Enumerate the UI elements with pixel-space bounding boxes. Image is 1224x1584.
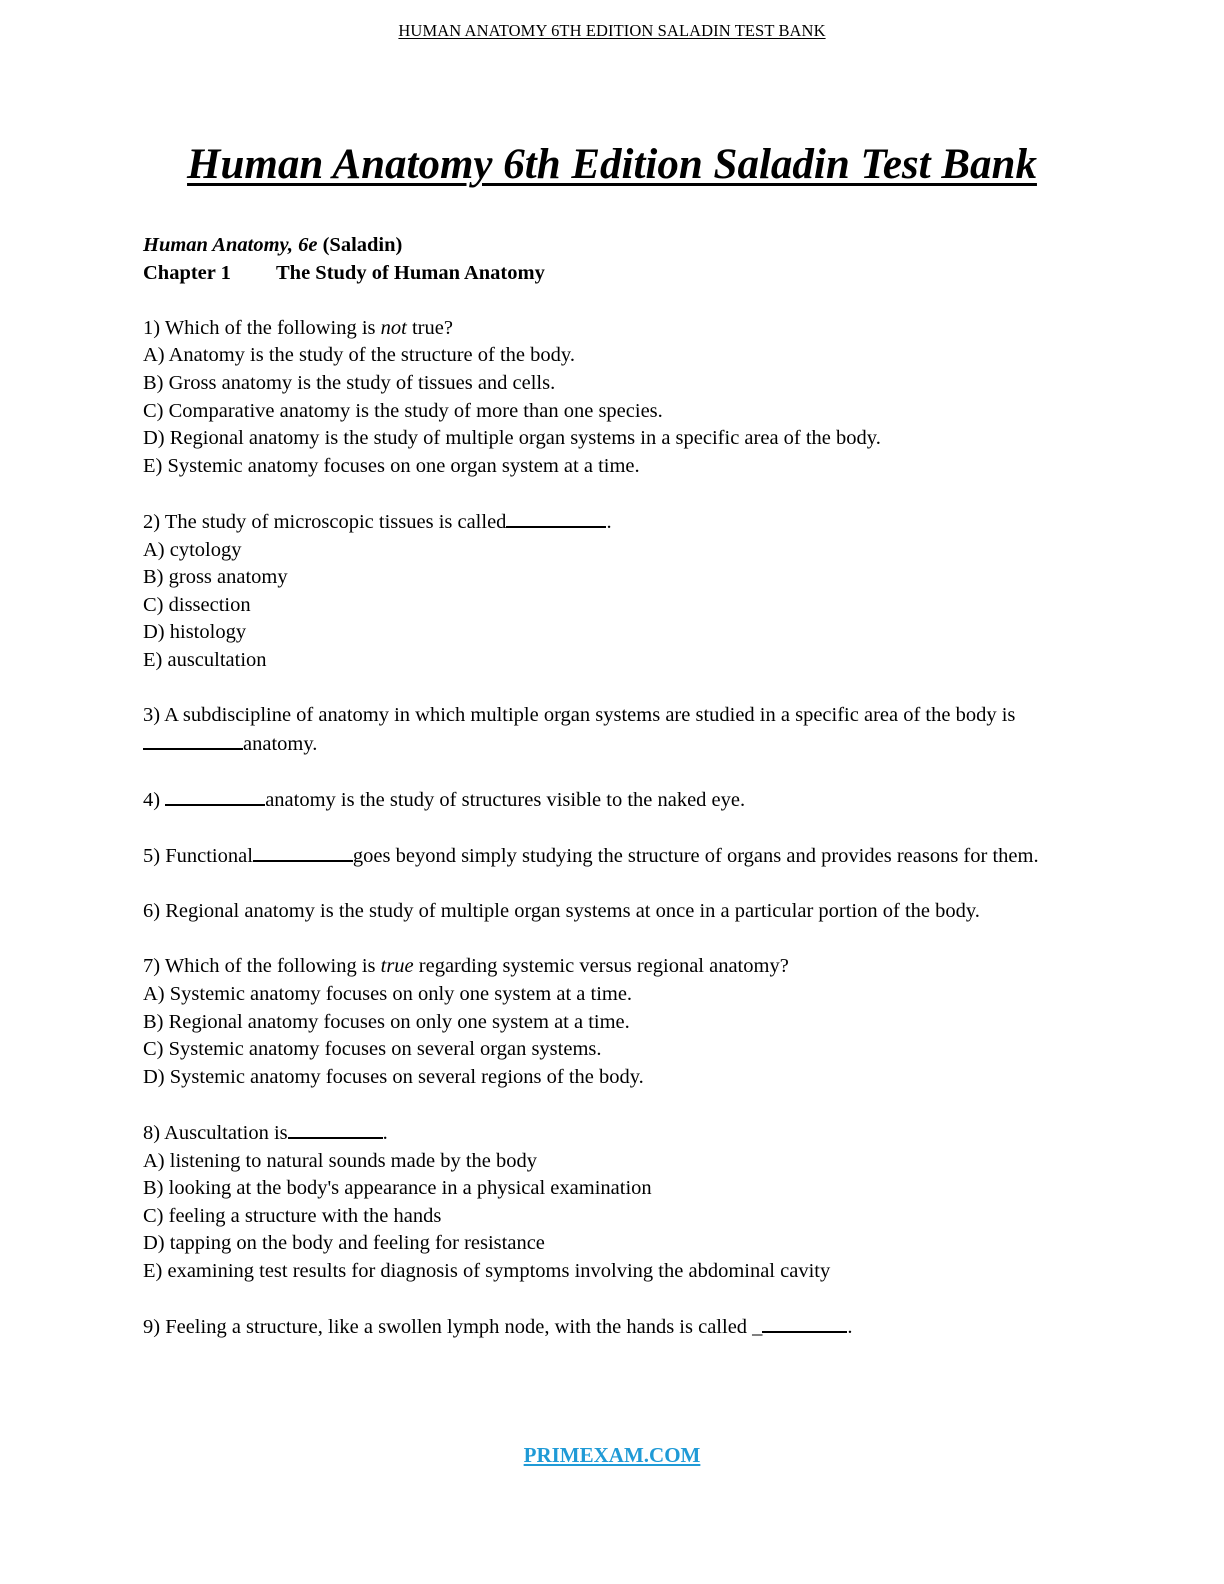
question-5 [143, 842, 1083, 871]
question-2 [143, 508, 1083, 675]
question-stem [143, 315, 1083, 343]
choice-a: A) Systemic anatomy focuses on only one system at a time. [143, 983, 633, 1006]
question-7 [143, 953, 1083, 1091]
choice-e: E) auscultation [143, 648, 267, 671]
stem-text: . [606, 510, 612, 533]
question-stem [143, 786, 1083, 815]
stem-text: . [382, 1122, 388, 1144]
fill-in-blank [288, 1119, 383, 1139]
stem-emphasis: true [380, 955, 414, 978]
choice-a: A) Anatomy is the study of the structure of the body. [143, 344, 575, 367]
fill-in-blank [506, 508, 606, 528]
stem-text: regarding systemic versus regional anatomy? [413, 955, 789, 978]
stem-text: 1) Which of the following is [143, 316, 381, 339]
question-8 [143, 1119, 1083, 1286]
stem-text: 2) The study of microscopic tissues is called [143, 510, 507, 533]
document-title [0, 140, 1224, 189]
stem-text: 4) [143, 788, 166, 811]
choice-a: A) cytology [143, 538, 242, 561]
choice-d: D) tapping on the body and feeling for resistance [143, 1232, 545, 1255]
question-stem [143, 508, 1083, 537]
stem-text: 3) A subdiscipline of anatomy in which multiple organ systems are studied in a specific area of the body is [143, 704, 1016, 727]
book-title: Human Anatomy, 6e [143, 234, 318, 256]
primexam-link[interactable]: PRIMEXAM.COM [523, 1443, 701, 1467]
choice-d: D) histology [143, 621, 247, 644]
footer [0, 1443, 1224, 1468]
stem-text: 8) Auscultation is [143, 1122, 288, 1144]
question-1 [143, 315, 1083, 481]
question-stem [143, 1313, 1083, 1342]
choice-b: B) Regional anatomy focuses on only one system at a time. [143, 1010, 630, 1033]
choice-c: C) Systemic anatomy focuses on several organ systems. [143, 1038, 602, 1061]
choice-a: A) listening to natural sounds made by the body [143, 1149, 537, 1172]
question-6 [143, 898, 1083, 926]
choice-e: E) examining test results for diagnosis of symptoms involving the abdominal cavity [143, 1259, 831, 1282]
choice-b: B) gross anatomy [143, 566, 288, 589]
stem-text: anatomy. [243, 732, 318, 755]
fill-in-blank [165, 786, 265, 806]
document-body [143, 232, 1083, 1342]
book-author: (Saladin) [322, 234, 403, 256]
fill-in-blank [253, 842, 353, 862]
question-9 [143, 1313, 1083, 1342]
choice-e: E) Systemic anatomy focuses on one organ system at a time. [143, 454, 640, 477]
question-4 [143, 786, 1083, 815]
choice-c: C) Comparative anatomy is the study of more than one species. [143, 399, 663, 422]
chapter-name: The Study of Human Anatomy [276, 261, 545, 284]
choice-b: B) looking at the body's appearance in a physical examination [143, 1177, 652, 1200]
fill-in-blank [143, 730, 243, 750]
choice-b: B) Gross anatomy is the study of tissues and cells. [143, 371, 556, 394]
choice-c: C) dissection [143, 593, 251, 616]
stem-text: goes beyond simply studying the structure of organs and provides reasons for them. [352, 845, 1039, 868]
stem-text: 9) Feeling a structure, like a swollen lymph node, with the hands is called _ [143, 1316, 763, 1339]
running-header [0, 21, 1224, 41]
question-stem [143, 842, 1083, 871]
stem-text: true? [406, 316, 453, 339]
question-stem [143, 702, 1083, 758]
fill-in-blank [762, 1313, 847, 1333]
chapter-heading [143, 260, 1083, 288]
question-stem [143, 1119, 1083, 1148]
book-line [143, 232, 1083, 260]
stem-text: anatomy is the study of structures visible to the naked eye. [265, 788, 746, 811]
choice-c: C) feeling a structure with the hands [143, 1204, 442, 1227]
chapter-number: Chapter 1 [143, 261, 231, 284]
question-3 [143, 702, 1083, 758]
question-stem: 6) Regional anatomy is the study of multiple organ systems at once in a particular portion of the body. [143, 900, 980, 923]
stem-text: 7) Which of the following is [143, 955, 381, 978]
running-header-text: HUMAN ANATOMY 6TH EDITION SALADIN TEST BANK [398, 21, 826, 40]
choice-d: D) Regional anatomy is the study of multiple organ systems in a specific area of the body. [143, 427, 881, 450]
document-title-text: Human Anatomy 6th Edition Saladin Test Bank [187, 141, 1037, 188]
choice-d: D) Systemic anatomy focuses on several regions of the body. [143, 1065, 644, 1088]
stem-emphasis: not [380, 316, 407, 339]
stem-text: 5) Functional [143, 845, 253, 868]
question-stem [143, 953, 1083, 981]
stem-text: . [847, 1316, 853, 1339]
